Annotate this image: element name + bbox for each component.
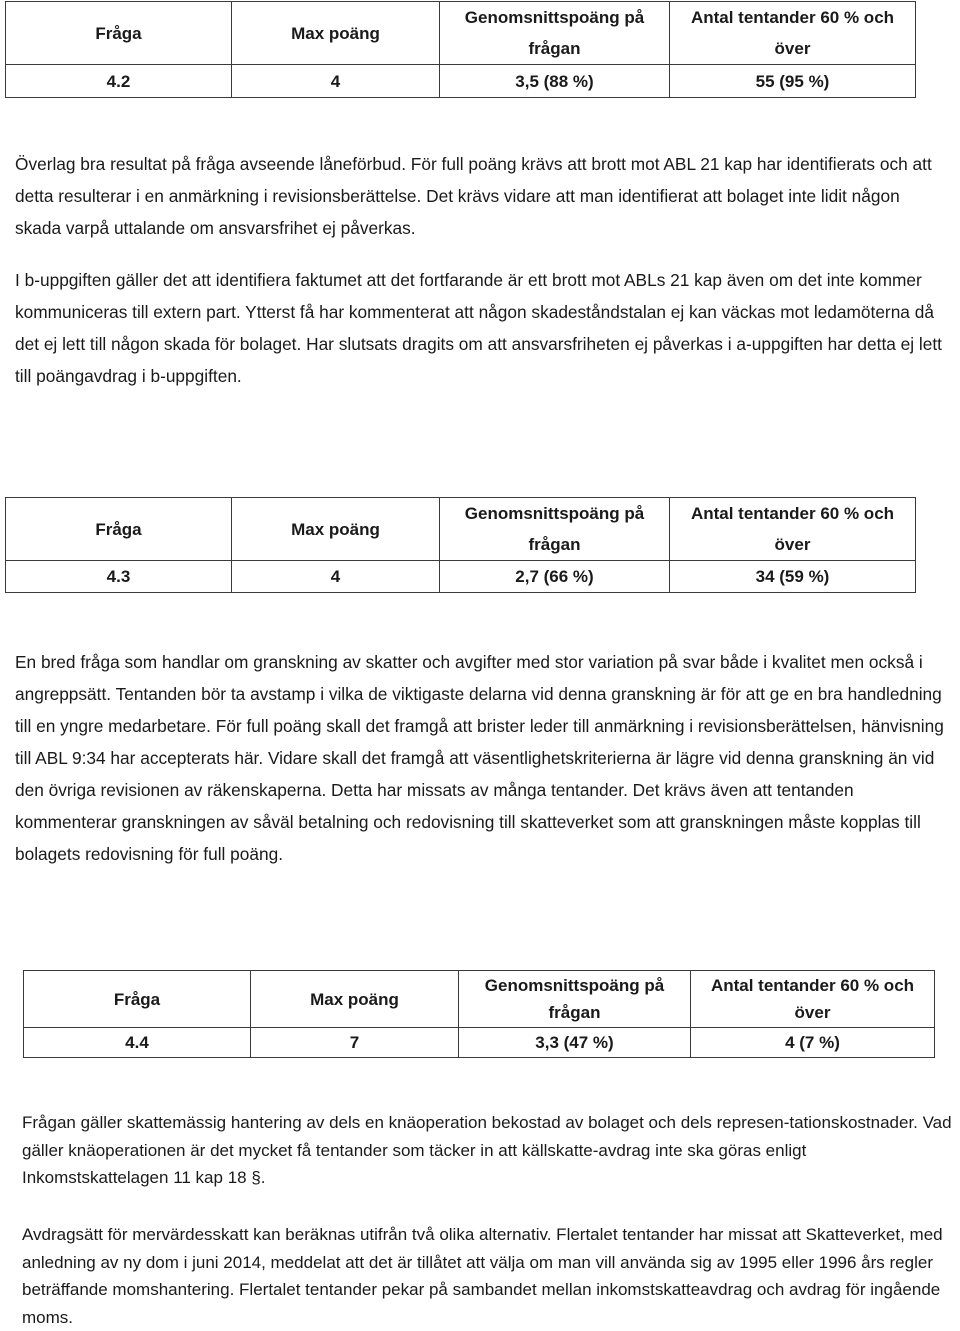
cell-max-poang: 4: [232, 65, 440, 98]
header-max-poang: Max poäng: [232, 498, 440, 561]
cell-max-poang: 7: [251, 1028, 459, 1058]
cell-antal: 34 (59 %): [670, 561, 916, 593]
cell-fraga: 4.4: [24, 1028, 251, 1058]
header-max-poang: Max poäng: [251, 971, 459, 1028]
table-header-row: [24, 971, 935, 1028]
paragraph: Avdragsätt för mervärdesskatt kan beräknas utifrån två olika alternativ. Flertalet tentander har missat att Skatteverket, med anledning av ny dom i juni 2014, meddelat att det är tillåtet att välja om man vill använda sig av 1995 eller 1996 års regler beträffande momshantering. Flertalet tentander pekar på sambandet mellan inkomstskatteavdrag och avdrag för ingående moms.: [22, 1225, 943, 1327]
cell-genomsnitt: 3,3 (47 %): [459, 1028, 691, 1058]
result-table-4-2: [5, 1, 916, 98]
header-genomsnitt: Genomsnittspoäng på frågan: [440, 2, 670, 65]
header-antal: Antal tentander 60 % och över: [691, 971, 935, 1028]
header-genomsnitt: Genomsnittspoäng på frågan: [459, 971, 691, 1028]
cell-antal: 55 (95 %): [670, 65, 916, 98]
table-header-row: [6, 2, 916, 65]
cell-max-poang: 4: [232, 561, 440, 593]
cell-genomsnitt: 3,5 (88 %): [440, 65, 670, 98]
cell-antal: 4 (7 %): [691, 1028, 935, 1058]
paragraph: Frågan gäller skattemässig hantering av dels en knäoperation bekostad av bolaget och dels represen-tationskostnader. Vad gäller knäoperationen är det mycket få tentander som täcker in att källskatte-avdrag inte ska göras enligt Inkomstskattelagen 11 kap 18 §.: [22, 1113, 952, 1187]
header-genomsnitt: Genomsnittspoäng på frågan: [440, 498, 670, 561]
table-row: [6, 65, 916, 98]
cell-fraga: 4.2: [6, 65, 232, 98]
cell-fraga: 4.3: [6, 561, 232, 593]
result-table-4-3: [5, 497, 916, 593]
header-max-poang: Max poäng: [232, 2, 440, 65]
header-fraga: Fråga: [6, 2, 232, 65]
cell-genomsnitt: 2,7 (66 %): [440, 561, 670, 593]
header-fraga: Fråga: [24, 971, 251, 1028]
header-fraga: Fråga: [6, 498, 232, 561]
paragraph: En bred fråga som handlar om granskning av skatter och avgifter med stor variation på svar både i kvalitet men också i angreppsätt. Tentanden bör ta avstamp i vilka de viktigaste delarna vid denna granskning är för att ge en bra handledning till en yngre medarbetare. För full poäng skall det framgå att brister leder till anmärkning i revisionsberättelsen, hänvisning till ABL 9:34 har accepterats här. Vidare skall det framgå att väsentlighetskriterierna är lägre vid denna granskning än vid den övriga revisionen av räkenskaperna. Detta har missats av många tentander. Det krävs även att tentanden kommenterar granskningen av såväl betalning och redovisning till skatteverket som att granskningen måste kopplas till bolagets redovisning för full poäng.: [15, 652, 944, 864]
header-antal: Antal tentander 60 % och över: [670, 498, 916, 561]
table-row: [6, 561, 916, 593]
result-table-4-4: [23, 970, 935, 1058]
paragraph: Överlag bra resultat på fråga avseende låneförbud. För full poäng krävs att brott mot ABL 21 kap har identifierats och att detta resulterar i en anmärkning i revisionsberättelse. Det krävs vidare att man identifierat att bolaget inte lidit någon skada varpå uttalande om ansvarsfrihet ej påverkas.: [15, 154, 932, 238]
header-antal: Antal tentander 60 % och över: [670, 2, 916, 65]
table-header-row: [6, 498, 916, 561]
paragraph: I b-uppgiften gäller det att identifiera faktumet att det fortfarande är ett brott mot ABLs 21 kap även om det inte kommer kommuniceras till extern part. Ytterst få har kommenterat att någon skadeståndstalan ej kan väckas mot ledamöterna då det ej lett till någon skada för bolaget. Har slutsats dragits om att ansvarsfriheten ej påverkas i a-uppgiften har detta ej lett till poängavdrag i b-uppgiften.: [15, 270, 942, 386]
table-row: [24, 1028, 935, 1058]
